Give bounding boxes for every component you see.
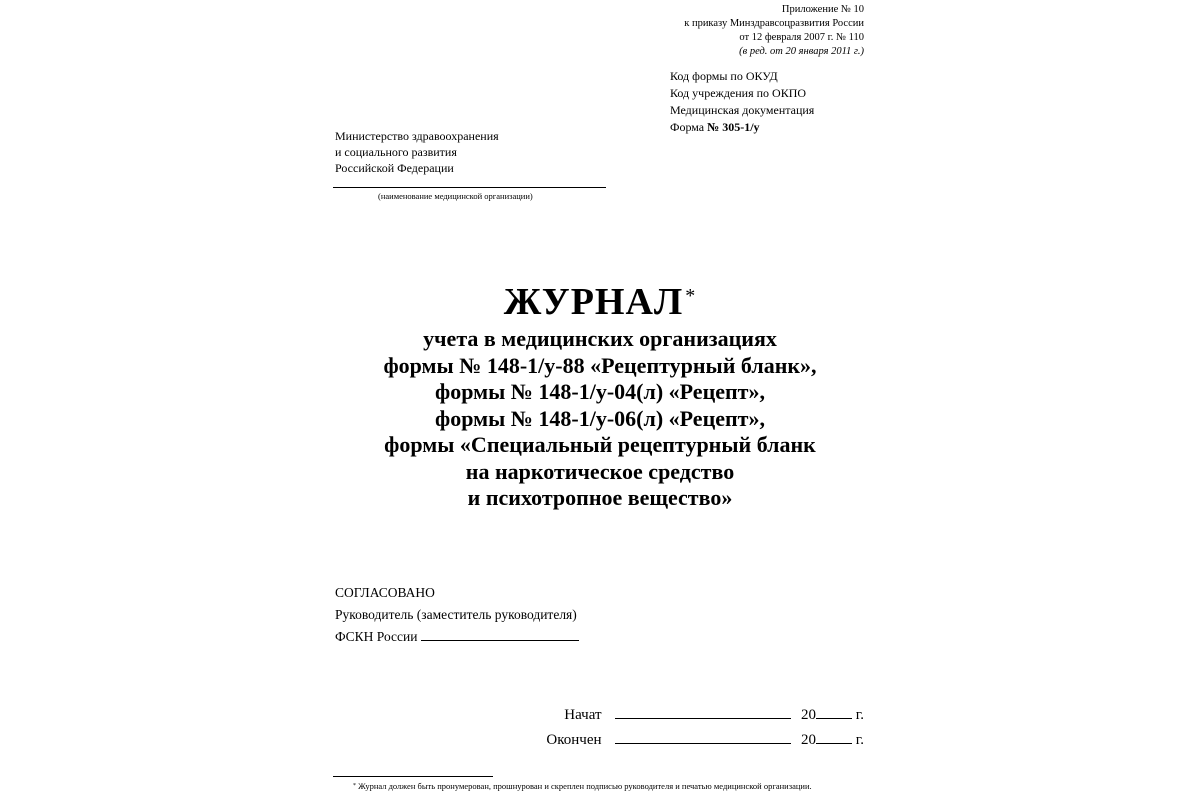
form-number-line [670, 119, 814, 136]
subtitle-line-1: учета в медицинских организациях [423, 326, 777, 351]
ministry-line-2: и социального развития [335, 145, 457, 159]
ministry-line-3: Российской Федерации [335, 161, 454, 175]
journal-title [0, 278, 1200, 326]
agreed-agency: ФСКН России [335, 629, 418, 644]
appendix-line-3: от 12 февраля 2007 г. № 110 [739, 32, 864, 43]
started-year-suffix: г. [855, 707, 864, 723]
finished-row [546, 731, 864, 749]
journal-title-text: ЖУРНАЛ [503, 281, 684, 323]
title-block [0, 278, 1200, 512]
agreed-block [335, 582, 579, 648]
finished-date-line[interactable] [615, 731, 791, 744]
form-number: № 305-1/у [707, 120, 760, 134]
agency-signature-line[interactable] [421, 628, 579, 641]
okud-code-label: Код формы по ОКУД [670, 69, 778, 83]
finished-label: Окончен [546, 732, 602, 748]
journal-title-mark: * [685, 285, 697, 307]
appendix-line-2: к приказу Минздравсоцразвития России [684, 18, 864, 29]
form-prefix: Форма [670, 120, 705, 134]
subtitle-line-4: формы № 148-1/у-06(л) «Рецепт», [435, 405, 765, 431]
subtitle-line-7: и психотропное вещество» [467, 485, 733, 510]
subtitle-line-6: на наркотическое средство [465, 458, 735, 484]
footnote-text: Журнал должен быть пронумерован, прошнурован и скреплен подписью руководителя и печатью медицинской организации. [358, 781, 812, 791]
started-year-line[interactable] [816, 706, 852, 719]
ministry-line-1: Министерство здравоохранения [335, 129, 499, 143]
appendix-revision: (в ред. от 20 января 2011 г.) [739, 46, 864, 57]
ministry-block [335, 128, 499, 176]
started-date-line[interactable] [615, 706, 791, 719]
appendix-block [684, 3, 864, 59]
started-row [564, 706, 864, 724]
footnote-mark: * [353, 783, 356, 789]
appendix-line-1: Приложение № 10 [781, 4, 864, 15]
form-codes-block [670, 68, 814, 136]
footnote [353, 781, 812, 792]
med-doc-label: Медицинская документация [670, 103, 815, 117]
okpo-code-label: Код учреждения по ОКПО [670, 86, 807, 100]
organization-name-line [333, 187, 606, 188]
footnote-separator [333, 776, 493, 777]
finished-year-suffix: г. [855, 732, 864, 748]
finished-year-prefix: 20 [801, 732, 817, 748]
organization-caption: (наименование медицинской организации) [378, 191, 533, 201]
started-label: Начат [564, 707, 602, 723]
agreed-heading: СОГЛАСОВАНО [335, 585, 435, 600]
started-year-prefix: 20 [801, 707, 817, 723]
agreed-agency-line [335, 626, 579, 648]
subtitle-line-3: формы № 148-1/у-04(л) «Рецепт», [435, 379, 765, 404]
finished-year-line[interactable] [816, 731, 852, 744]
subtitle-line-2: формы № 148-1/у-88 «Рецептурный бланк», [383, 352, 817, 378]
subtitle-line-5: формы «Специальный рецептурный бланк [384, 432, 816, 457]
agreed-role: Руководитель (заместитель руководителя) [335, 607, 577, 622]
